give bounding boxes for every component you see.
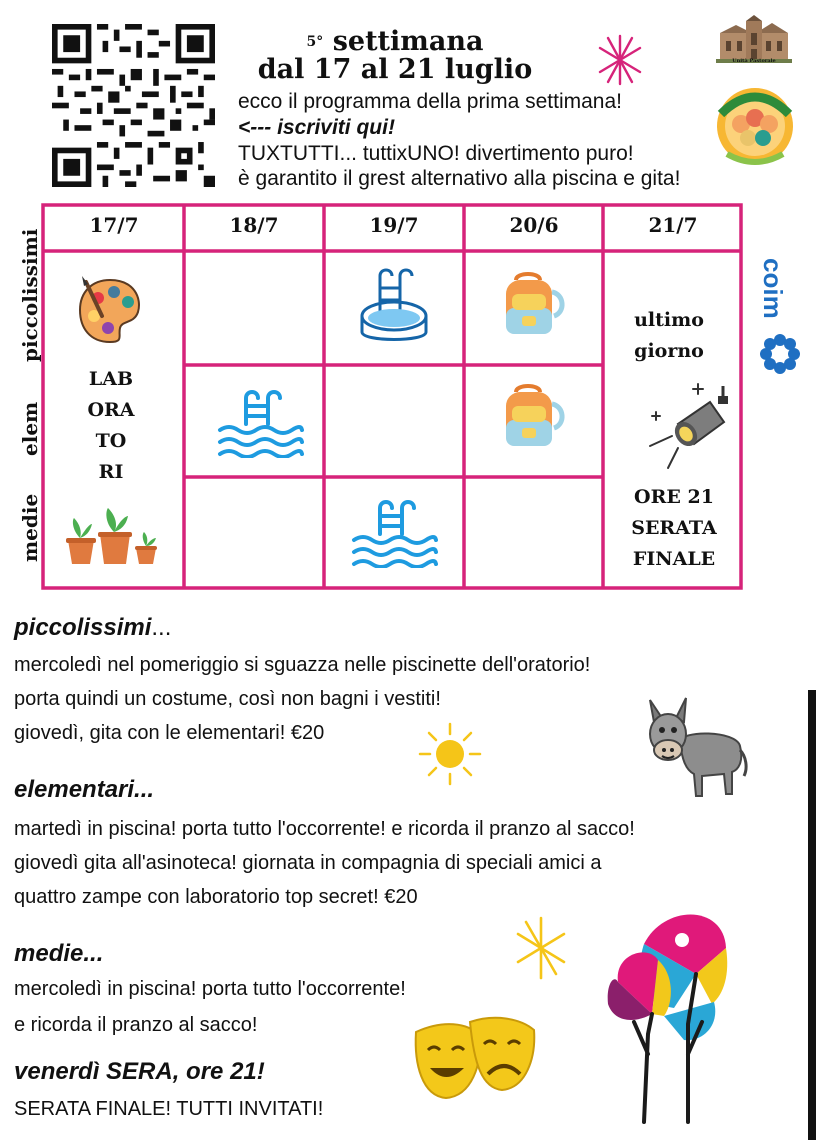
week-title (230, 28, 560, 84)
coim-sponsor-logo (758, 258, 802, 378)
venerdi-heading: venerdì SERA, ore 21! (14, 1058, 265, 1085)
san-giovanni-bosco-logo (711, 80, 799, 168)
intro-line-1: ecco il programma della prima settimana! (238, 90, 622, 113)
week-dates: dal 17 al 21 luglio (257, 54, 533, 85)
colorful-trees-icon (604, 904, 754, 1126)
week-ordinal-mark: ° (316, 34, 324, 50)
final-evening-text (604, 482, 744, 575)
coim-flower-icon (758, 332, 802, 376)
medie-line-1: mercoledì in piscina! porta tutto l'occorrente! (14, 978, 406, 1000)
day-header-3: 19/7 (369, 213, 419, 237)
final-text-line-1: ORE 21 (634, 486, 714, 508)
kiddie-pool-icon (358, 266, 430, 350)
day-header-2: 18/7 (229, 213, 279, 237)
church-logo-caption: Unità Pastorale (732, 58, 776, 64)
piccolissimi-line-2: porta quindi un costume, così non bagni i vestiti! (14, 688, 441, 710)
medie-heading: medie... (14, 940, 104, 967)
lab-text-line-3: TO (95, 430, 127, 452)
medie-line-2: e ricorda il pranzo al sacco! (14, 1014, 258, 1036)
final-text-line-3: FINALE (632, 548, 716, 570)
day-header-5: 21/7 (648, 213, 698, 237)
lab-text-line-1: LAB (88, 368, 134, 390)
lab-text-line-2: ORA (87, 399, 135, 421)
backpack-icon (498, 384, 568, 450)
row-label-elem: elem (18, 401, 42, 456)
theater-masks-icon (412, 1014, 538, 1102)
row-label-medie: medie (18, 493, 42, 562)
final-text-line-2: SERATA (631, 517, 717, 539)
row-label-piccolissimi: piccolissimi (18, 228, 42, 362)
sparkle-icon (514, 916, 568, 980)
spotlight-icon (642, 382, 738, 472)
register-here-text[interactable]: <--- iscriviti qui! (238, 116, 395, 139)
last-day-line-2: giorno (634, 340, 704, 362)
day-header-1: 17/7 (89, 213, 139, 237)
piccolissimi-title: piccolissimi (14, 614, 152, 641)
sun-icon (416, 722, 484, 786)
laboratori-text (46, 364, 176, 488)
elementari-line-3: quattro zampe con laboratorio top secret! €20 (14, 886, 418, 908)
last-day-text (604, 305, 734, 367)
potted-plants-icon (64, 504, 160, 566)
backpack-icon (498, 272, 568, 338)
swimming-pool-icon (350, 498, 440, 568)
elementari-line-1: martedì in piscina! porta tutto l'occorrente! e ricorda il pranzo al sacco! (14, 818, 635, 840)
intro-line-3: TUXTUTTI... tuttixUNO! divertimento puro! (238, 142, 634, 165)
qr-code[interactable] (52, 24, 215, 187)
elementari-line-2: giovedì gita all'asinoteca! giornata in compagnia di speciali amici a (14, 852, 602, 874)
piccolissimi-line-3: giovedì, gita con le elementari! €20 (14, 722, 325, 744)
swimming-pool-icon (216, 388, 306, 458)
week-number: 5 (306, 34, 317, 50)
page-edge-bar (808, 690, 816, 1140)
last-day-line-1: ultimo (634, 309, 704, 331)
elementari-heading: elementari... (14, 776, 155, 803)
lab-text-line-4: RI (98, 461, 124, 483)
week-word: settimana (332, 26, 484, 57)
piccolissimi-line-1: mercoledì nel pomeriggio si sguazza nelle piscinette dell'oratorio! (14, 654, 591, 676)
intro-line-4: è garantito il grest alternativo alla piscina e gita! (238, 167, 681, 190)
piccolissimi-heading (14, 614, 171, 642)
venerdi-line-1: SERATA FINALE! TUTTI INVITATI! (14, 1098, 324, 1120)
donkey-icon (640, 690, 750, 802)
sparkle-icon (596, 34, 644, 86)
palette-icon (76, 274, 144, 346)
day-header-4: 20/6 (509, 213, 559, 237)
coim-wordmark: coim (758, 258, 788, 319)
piccolissimi-title-suffix: ... (151, 614, 172, 641)
